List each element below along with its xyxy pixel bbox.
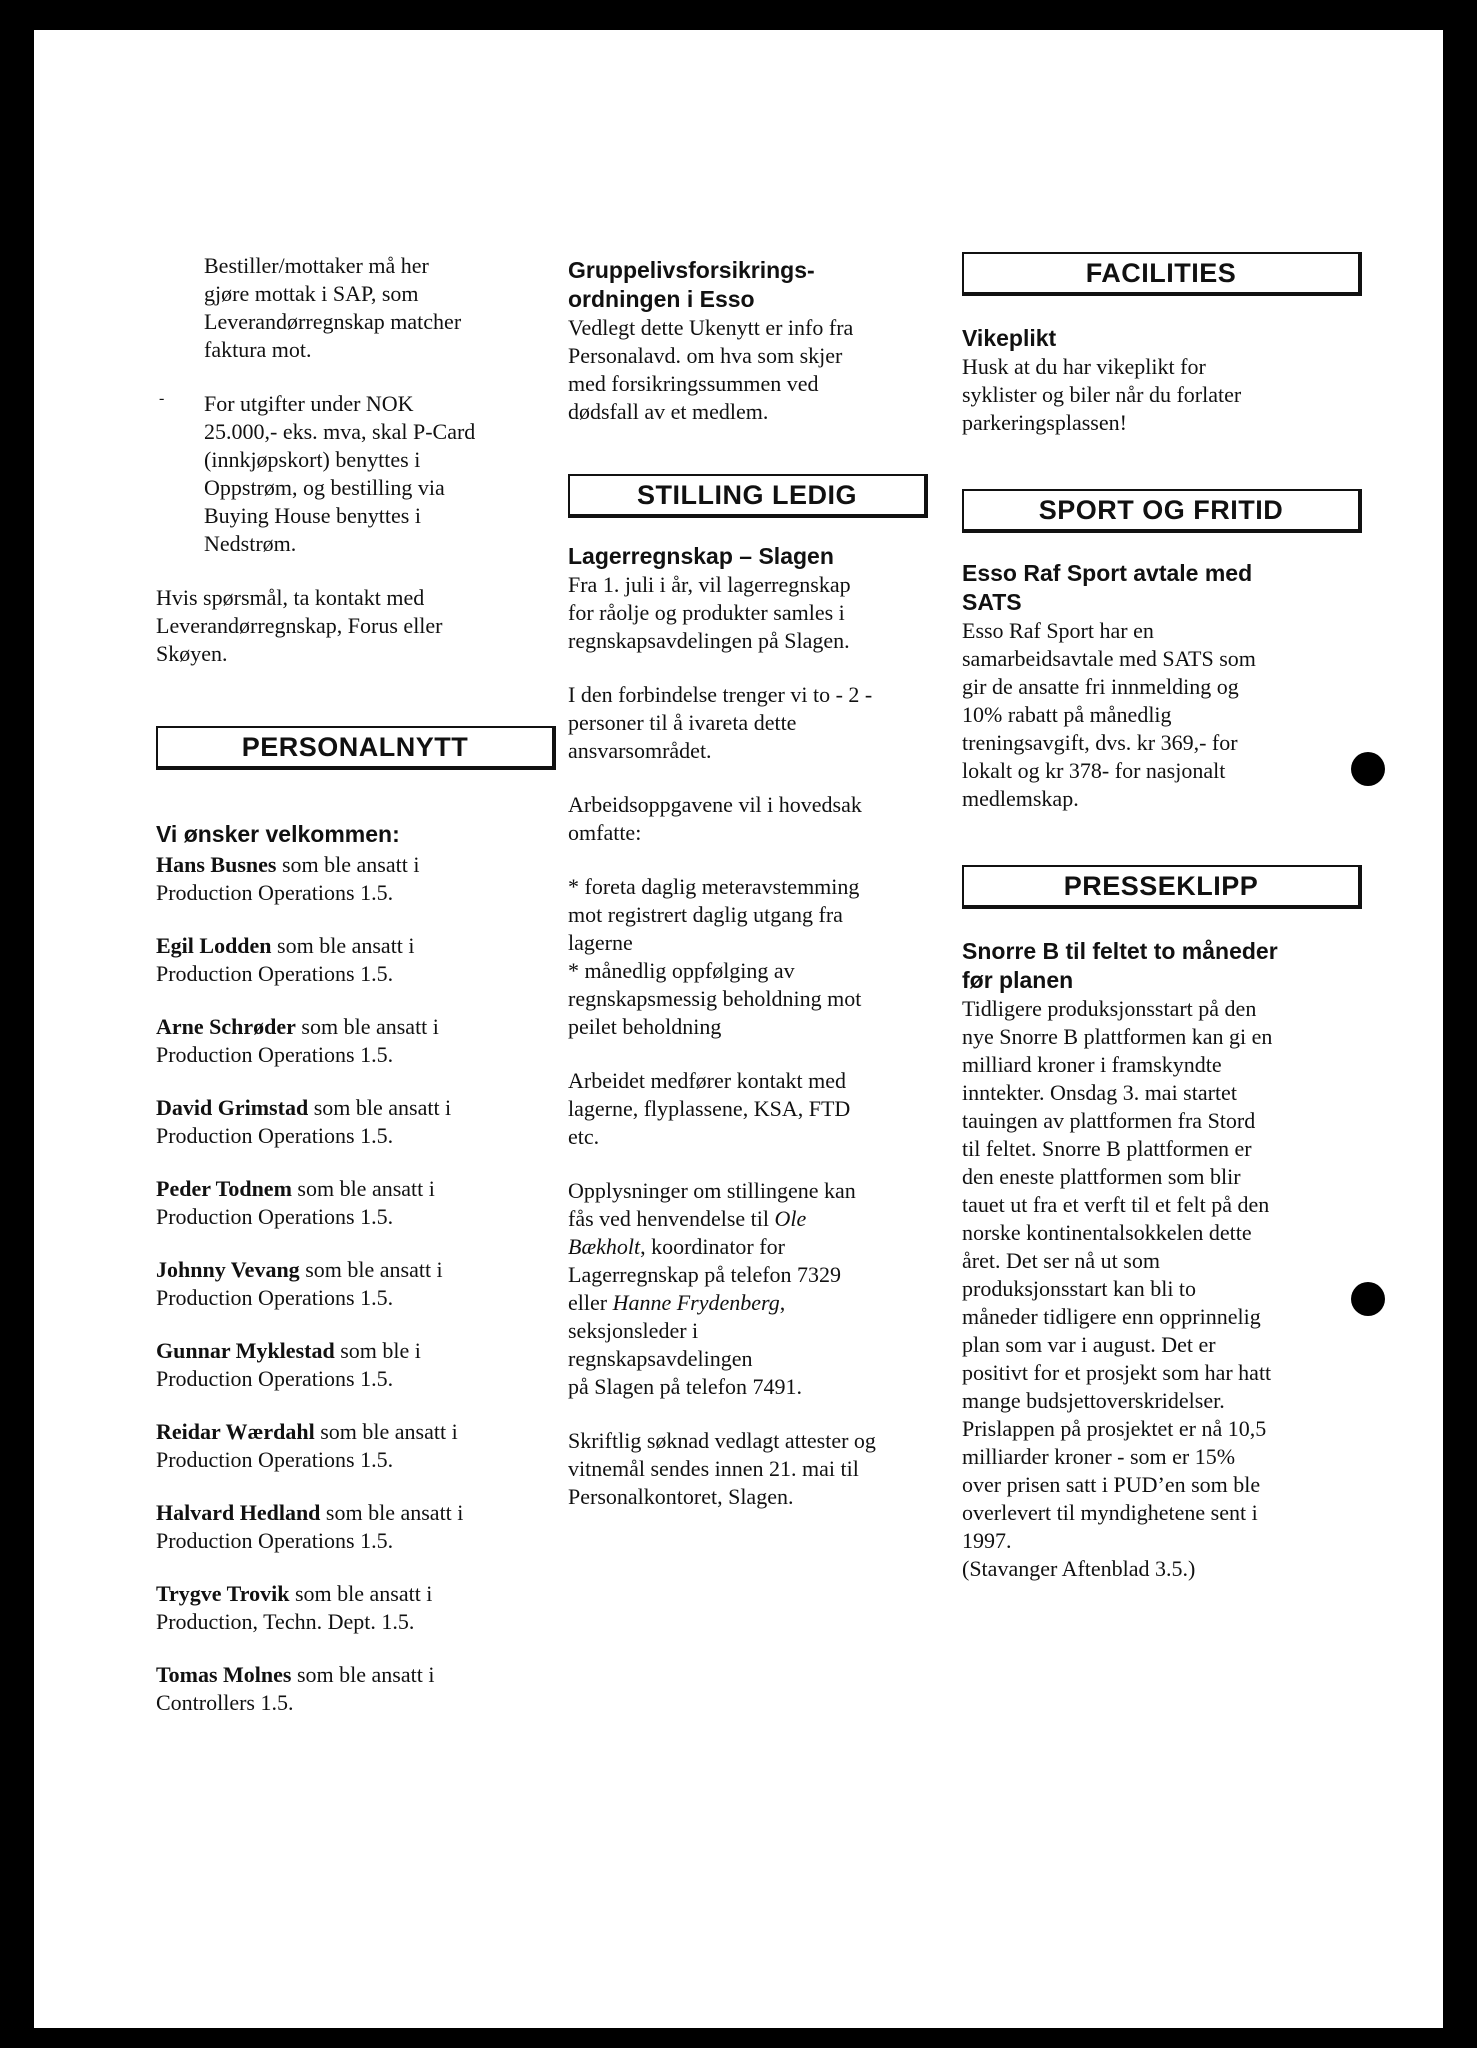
contact-name-hanne: Hanne Frydenberg [612, 1290, 780, 1315]
column-left [156, 252, 556, 1717]
lager-task-list: * foreta daglig meteravstemming mot registrert daglig utgang fra lagerne * månedlig oppfølging av regnskapsmessig beholdning mot peilet beholdning [568, 874, 862, 1039]
person-entry [156, 1013, 556, 1069]
person-department: Production Operations 1.5. [156, 1123, 394, 1148]
people-list [156, 851, 556, 1717]
person-name: David Grimstad [156, 1095, 309, 1120]
person-name: Tomas Molnes [156, 1662, 292, 1687]
welcome-section [156, 820, 556, 1717]
person-entry [156, 1094, 556, 1150]
sap-instruction-text: Bestiller/mottaker må her gjøre mottak i SAP, som Leverandørregnskap matcher faktura mot. [204, 253, 462, 362]
person-department: Production Operations 1.5. [156, 1285, 394, 1310]
person-name: Halvard Hedland [156, 1500, 321, 1525]
binder-hole-top [1351, 752, 1385, 786]
facilities-heading: FACILITIES [962, 252, 1362, 296]
person-entry [156, 932, 556, 988]
vikeplikt-text: Husk at du har vikeplikt for syklister og biler når du forlater parkeringsplassen! [962, 354, 1242, 435]
lager-contact-paragraph [568, 1177, 948, 1401]
person-name: Johnny Vevang [156, 1257, 300, 1282]
list-dash: - [159, 390, 165, 407]
snorre-heading: Snorre B til feltet to måneder før planen [962, 938, 1278, 993]
person-entry [156, 851, 556, 907]
person-department: Production Operations 1.5. [156, 1042, 394, 1067]
column-middle [568, 256, 948, 1511]
lager-paragraph-3: Arbeidsoppgavene vil i hovedsak omfatte: [568, 792, 862, 845]
binder-hole-bottom [1351, 1282, 1385, 1316]
welcome-heading: Vi ønsker velkommen: [156, 821, 400, 847]
person-entry [156, 1661, 556, 1717]
person-hire-text: som ble i [334, 1338, 421, 1363]
person-department: Production Operations 1.5. [156, 1447, 394, 1472]
person-hire-text: som ble ansatt i [295, 1014, 439, 1039]
contact-text-b: , koordinator for Lagerregnskap på telefon 7329 eller [568, 1234, 842, 1315]
gruppeliv-text: Vedlegt dette Ukenytt er info fra Personalavd. om hva som skjer med forsikringssummen ved dødsfall av et medlem. [568, 315, 854, 424]
stilling-ledig-heading: STILLING LEDIG [568, 474, 928, 518]
person-entry [156, 1418, 556, 1474]
person-hire-text: som ble ansatt i [276, 852, 420, 877]
person-entry [156, 1175, 556, 1231]
personalnytt-heading: PERSONALNYTT [156, 726, 556, 770]
column-right [962, 252, 1362, 1583]
person-hire-text: som ble ansatt i [289, 1581, 433, 1606]
person-department: Production Operations 1.5. [156, 1366, 394, 1391]
person-entry [156, 1499, 556, 1555]
person-entry [156, 1256, 556, 1312]
person-hire-text: som ble ansatt i [291, 1176, 435, 1201]
person-department: Controllers 1.5. [156, 1690, 294, 1715]
contact-name-ole: Ole Bækholt [568, 1206, 807, 1259]
sats-text: Esso Raf Sport har en samarbeidsavtale med SATS som gir de ansatte fri innmelding og 10% rabatt på månedlig treningsavgift, dvs. kr 369,- for lokalt og kr 378- for nasjonalt medlemskap. [962, 618, 1256, 811]
person-department: Production Operations 1.5. [156, 1528, 394, 1553]
sport-og-fritid-heading: SPORT OG FRITID [962, 489, 1362, 533]
person-name: Peder Todnem [156, 1176, 292, 1201]
person-hire-text: som ble ansatt i [299, 1257, 443, 1282]
person-name: Reidar Wærdahl [156, 1419, 315, 1444]
person-entry [156, 1580, 556, 1636]
lager-paragraph-1: Fra 1. juli i år, vil lagerregnskap for råolje og produkter samles i regnskapsavdelingen på Slagen. [568, 572, 851, 653]
person-hire-text: som ble ansatt i [291, 1662, 435, 1687]
snorre-article-text: Tidligere produksjonsstart på den nye Snorre B plattformen kan gi en milliard kroner i framskyndte inntekter. Onsdag 3. mai startet tauingen av plattformen fra Stord til feltet. Snorre B plattformen er den eneste plattformen som blir tauet ut fra et verft til et felt på den norske kontinentalsokkelen dette året. Det ser nå ut som produksjonsstart kan bli to måneder tidligere enn opprinnelig plan som var i august. Det er positivt for et prosjekt som har hatt mange budsjettoverskridelser. Prislappen på prosjektet er nå 10,5 milliarder kroner - som er 15% over prisen satt i PUD’en som ble overlevert til myndighetene sent i 1997. (Stavanger Aftenblad 3.5.) [962, 996, 1273, 1581]
person-name: Arne Schrøder [156, 1014, 296, 1039]
person-department: Production Operations 1.5. [156, 880, 394, 905]
lagerregnskap-heading: Lagerregnskap – Slagen [568, 543, 834, 569]
person-entry [156, 1337, 556, 1393]
sats-heading: Esso Raf Sport avtale med SATS [962, 560, 1253, 615]
person-hire-text: som ble ansatt i [320, 1500, 464, 1525]
contact-text: Hvis spørsmål, ta kontakt med Leverandørregnskap, Forus eller Skøyen. [156, 585, 443, 666]
presseklipp-heading: PRESSEKLIPP [962, 865, 1362, 909]
person-name: Hans Busnes [156, 852, 277, 877]
person-department: Production Operations 1.5. [156, 961, 394, 986]
contact-text-c: , seksjonsleder i regnskapsavdelingen på Slagen på telefon 7491. [568, 1290, 802, 1399]
person-hire-text: som ble ansatt i [271, 933, 415, 958]
gruppeliv-heading: Gruppelivsforsikrings- ordningen i Esso [568, 257, 815, 312]
vikeplikt-heading: Vikeplikt [962, 325, 1057, 351]
lager-paragraph-2: I den forbindelse trenger vi to - 2 - personer til å ivareta dette ansvarsområdet. [568, 682, 873, 763]
person-name: Gunnar Myklestad [156, 1338, 335, 1363]
pcard-text: For utgifter under NOK 25.000,- eks. mva, skal P-Card (innkjøpskort) benyttes i Oppstrøm, og bestilling via Buying House benyttes i Nedstrøm. [204, 391, 476, 556]
person-department: Production Operations 1.5. [156, 1204, 394, 1229]
pcard-list-item [156, 390, 556, 558]
person-hire-text: som ble ansatt i [314, 1419, 458, 1444]
person-hire-text: som ble ansatt i [308, 1095, 452, 1120]
contact-text-a: Opplysninger om stillingene kan fås ved henvendelse til [568, 1178, 856, 1231]
person-name: Egil Lodden [156, 933, 272, 958]
person-department: Production, Techn. Dept. 1.5. [156, 1609, 415, 1634]
person-name: Trygve Trovik [156, 1581, 290, 1606]
application-paragraph: Skriftlig søknad vedlagt attester og vitnemål sendes innen 21. mai til Personalkontoret, Slagen. [568, 1428, 876, 1509]
lager-paragraph-5: Arbeidet medfører kontakt med lagerne, flyplassene, KSA, FTD etc. [568, 1068, 851, 1149]
document-page [34, 30, 1443, 2028]
